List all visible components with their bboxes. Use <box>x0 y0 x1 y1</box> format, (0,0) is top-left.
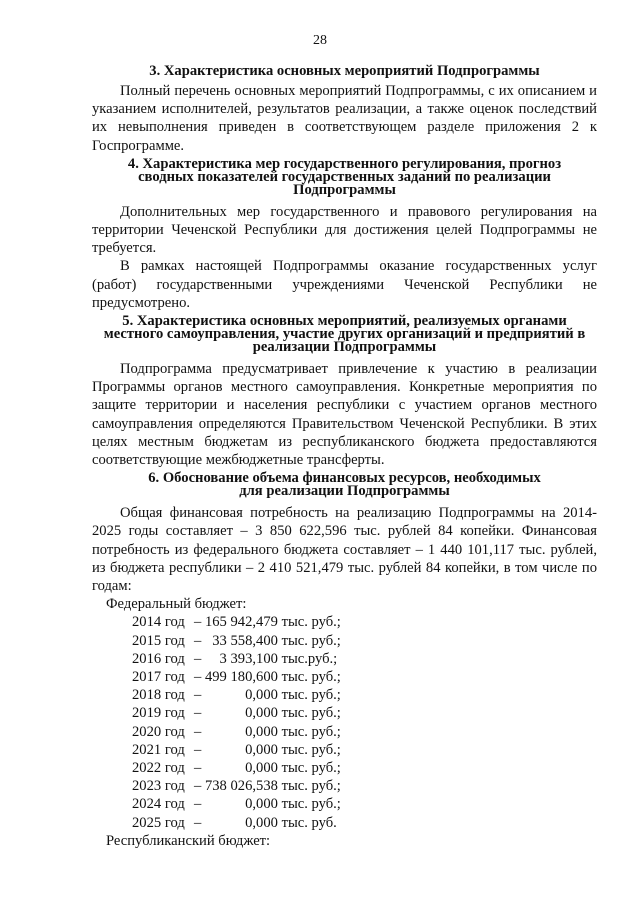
section-4-paragraph-1: Дополнительных мер государственного и правового регулирования на территории Чеченской Республики для достижения целей Подпрограммы не требуется. <box>92 203 597 257</box>
budget-amount: – 0,000 тыс. руб. <box>194 814 337 831</box>
budget-year-row <box>132 814 597 832</box>
section-6-heading-line-2: для реализации Подпрограммы <box>239 483 450 500</box>
section-4-paragraph-2: В рамках настоящей Подпрограммы оказание государственных услуг (работ) государственными учреждениями Чеченской Республики не предусмотрено. <box>92 258 597 311</box>
budget-year: 2015 год <box>132 632 185 649</box>
budget-year: 2022 год <box>132 759 185 776</box>
section-3-paragraph: Полный перечень основных мероприятий Подпрограммы, с их описанием и указанием исполнителей, результатов реализации, а также оценок последствий их невыполнения приведен в соответствующем разделе приложения 2 к Госпрограмме. <box>92 83 597 154</box>
section-5-heading-line-3: реализации Подпрограммы <box>252 339 437 356</box>
budget-amount: – 0,000 тыс. руб.; <box>194 741 341 758</box>
federal-budget-years <box>92 613 597 831</box>
section-6-paragraph: Общая финансовая потребность на реализацию Подпрограммы на 2014-2025 годы составляет – 3 850 622,596 тыс. рублей 84 копейки. Финансовая потребность из федерального бюджета составляет – 1 440 101,117 тыс. рублей, из бюджета республики – 2 410 521,479 тыс. рублей 84 копейки, в том числе по годам: <box>92 505 597 595</box>
section-5-paragraph: Подпрограмма предусматривает привлечение к участию в реализации Программы органов местного самоуправления. Конкретные мероприятия по защите территории и населения республики с участием органов местного самоуправления определяются Правительством Чеченской Республики. В этих целях местным бюджетам из республиканского бюджета предоставляются соответствующие межбюджетные трансферты. <box>92 361 597 469</box>
budget-year: 2017 год <box>132 669 185 686</box>
section-5-heading <box>92 315 597 354</box>
budget-amount: – 0,000 тыс. руб.; <box>194 759 341 776</box>
budget-year-row <box>132 668 597 686</box>
budget-year: 2020 год <box>132 723 185 740</box>
budget-year-row <box>132 777 597 795</box>
budget-year-row <box>132 795 597 813</box>
budget-amount: – 0,000 тыс. руб.; <box>194 723 341 740</box>
page-number: 28 <box>313 33 327 48</box>
section-6-heading-line-1: 6. Обоснование объема финансовых ресурсов, необходимых <box>148 470 541 487</box>
page-content <box>92 62 597 850</box>
budget-amount: – 499 180,600 тыс. руб.; <box>194 669 341 686</box>
budget-amount: – 33 558,400 тыс. руб.; <box>194 632 341 649</box>
budget-year: 2019 год <box>132 705 185 722</box>
section-4-heading-line-3: Подпрограммы <box>293 181 396 198</box>
section-3-heading <box>92 62 597 80</box>
budget-year-row <box>132 704 597 722</box>
republican-budget-label: Республиканский бюджет: <box>106 832 271 849</box>
federal-budget-label: Федеральный бюджет: <box>106 596 247 613</box>
budget-amount: – 3 393,100 тыс.руб.; <box>194 650 338 667</box>
budget-year-row <box>132 613 597 631</box>
section-4-heading <box>92 155 597 198</box>
budget-year-row <box>132 686 597 704</box>
budget-year-row <box>132 723 597 741</box>
budget-year-row <box>132 759 597 777</box>
budget-year-row <box>132 650 597 668</box>
budget-year: 2021 год <box>132 741 185 758</box>
budget-year: 2014 год <box>132 614 185 631</box>
budget-year: 2023 год <box>132 778 185 795</box>
budget-year-row <box>132 632 597 650</box>
section-6-heading <box>92 472 597 498</box>
section-4-heading-line-2: сводных показателей государственных заданий по реализации <box>138 168 551 185</box>
budget-year: 2016 год <box>132 650 185 667</box>
budget-amount: – 0,000 тыс. руб.; <box>194 705 341 722</box>
budget-year: 2025 год <box>132 814 185 831</box>
budget-amount: – 0,000 тыс. руб.; <box>194 796 341 813</box>
budget-year: 2024 год <box>132 796 185 813</box>
budget-year-row <box>132 741 597 759</box>
section-4-heading-line-1: 4. Характеристика мер государственного регулирования, прогноз <box>127 155 562 172</box>
budget-year: 2018 год <box>132 687 185 704</box>
budget-amount: – 0,000 тыс. руб.; <box>194 687 341 704</box>
section-5-heading-line-2: местного самоуправления, участие других организаций и предприятий в <box>103 326 586 343</box>
budget-amount: – 165 942,479 тыс. руб.; <box>194 614 341 631</box>
section-3-heading-line: 3. Характеристика основных мероприятий Подпрограммы <box>149 63 540 79</box>
budget-amount: – 738 026,538 тыс. руб.; <box>194 778 341 795</box>
section-5-heading-line-1: 5. Характеристика основных мероприятий, реализуемых органами <box>122 313 567 330</box>
